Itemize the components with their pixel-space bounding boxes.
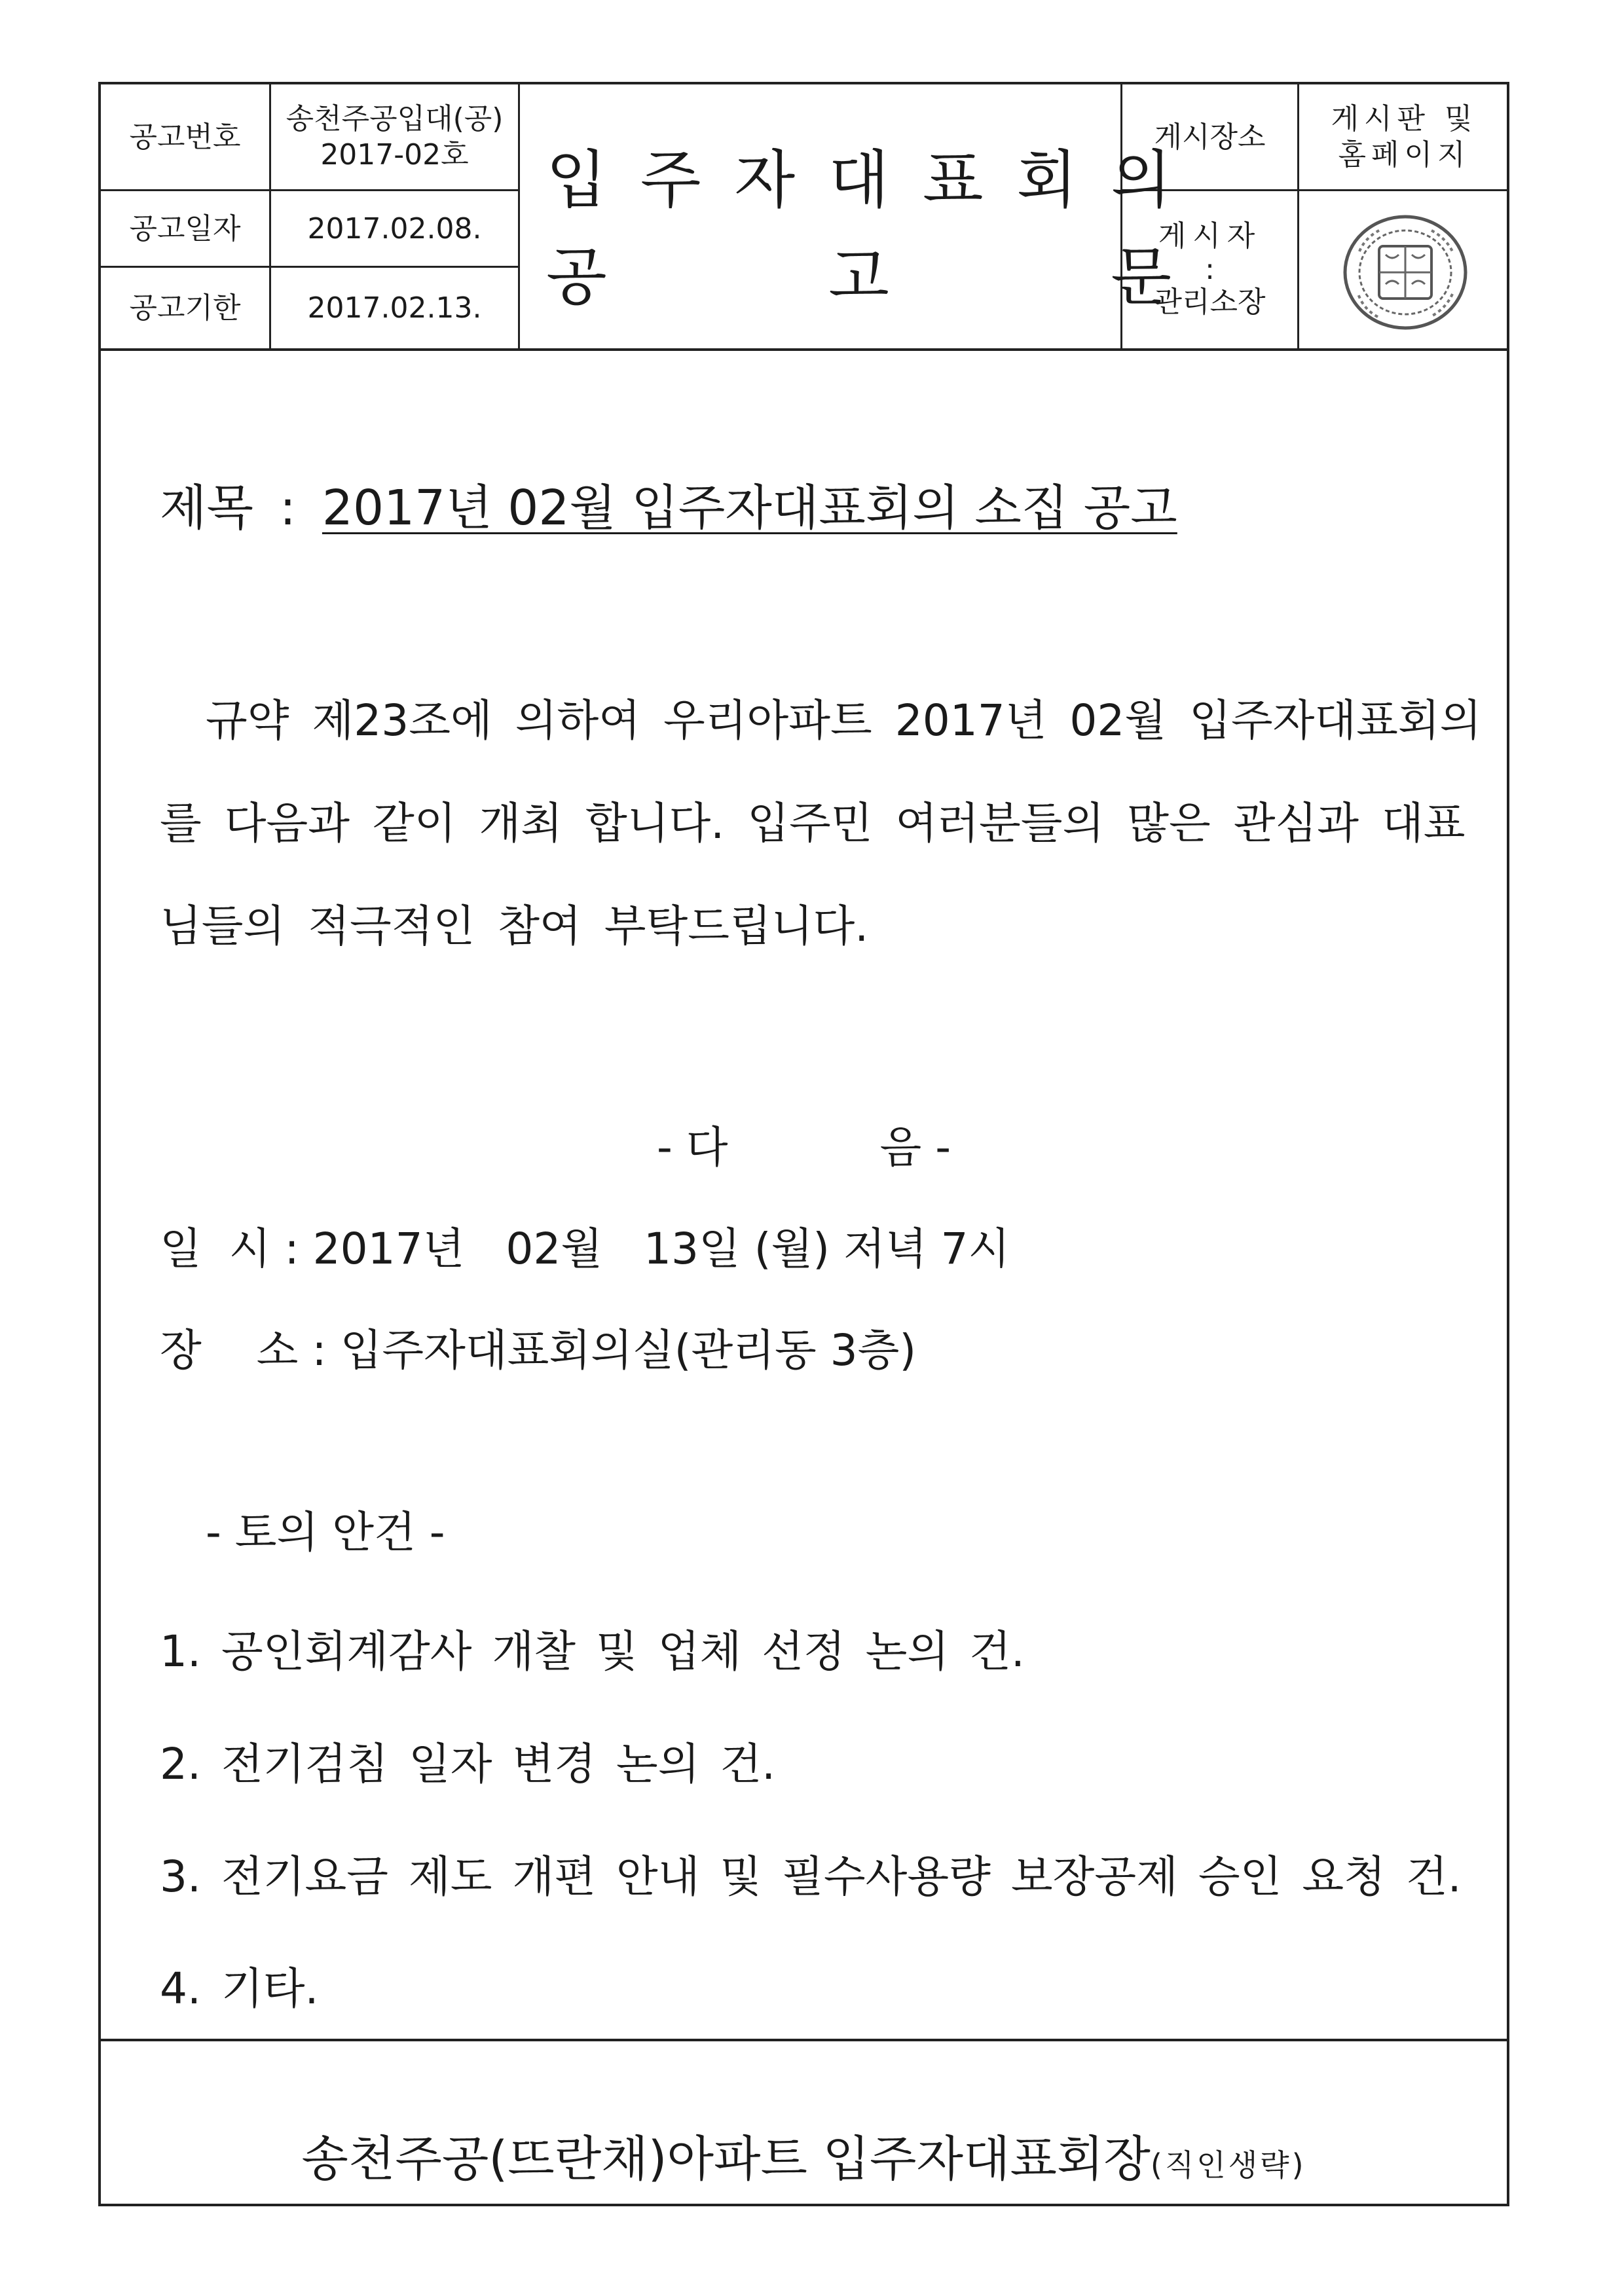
datetime-value: 2017년 02월 13일 (월) 저녁 7시 [312, 1224, 1010, 1274]
agenda-item: 2. 전기검침 일자 변경 논의 건. [160, 1739, 776, 1789]
agenda-item: 3. 전기요금 제도 개편 안내 및 필수사용량 보장공제 승인 요청 건. [160, 1851, 1462, 1902]
notice-period-value: 2017.02.13. [307, 291, 482, 325]
notice-no-value [271, 84, 518, 189]
subject-text: 2017년 02월 입주자대표회의 소집 공고 [322, 480, 1177, 536]
body-line-3: 님들의 적극적인 참여 부탁드립니다. [160, 901, 869, 951]
notice-date-label: 공고일자 [129, 211, 241, 246]
title-char: 의 [1111, 143, 1172, 217]
footer-main: 송천주공(뜨란채)아파트 입주자대표회장 [301, 2131, 1151, 2187]
details-heading-right: 음 - [879, 1122, 951, 1173]
notice-header-table [101, 84, 1507, 350]
title-char: 자 [734, 143, 796, 217]
title-char: 입 [546, 143, 607, 217]
poster-label-line1: 게시자 [1158, 219, 1262, 253]
body-line-2: 를 다음과 같이 개최 합니다. 입주민 여러분들의 많은 관심과 대표 [160, 798, 1466, 848]
agenda-item: 1. 공인회계감사 개찰 및 업체 선정 논의 건. [160, 1626, 1025, 1677]
datetime-row [160, 1214, 1010, 1276]
notice-frame [98, 82, 1509, 2206]
subject-colon: : [279, 480, 296, 536]
title-char: 문 [1111, 240, 1172, 314]
notice-no-value-line2: 2017-02호 [320, 138, 469, 172]
posting-place-label: 게시장소 [1154, 120, 1266, 154]
agenda-item: 4. 기타. [160, 1963, 319, 2014]
title-line-2 [546, 227, 1172, 317]
notice-date-value: 2017.02.08. [307, 211, 482, 246]
posting-place-line1: 게시판 및 [1331, 102, 1478, 136]
title-char: 주 [640, 143, 701, 217]
footer-divider [101, 2039, 1507, 2041]
title-char: 회 [1016, 143, 1078, 217]
notice-no-label: 공고번호 [129, 120, 241, 154]
subject-label: 제목 [160, 480, 253, 536]
details-heading [101, 1112, 1507, 1175]
place-label: 장 소 : [160, 1325, 327, 1376]
title-char: 공 [546, 240, 607, 314]
document-title [520, 84, 1198, 350]
title-char: 표 [922, 143, 984, 217]
title-line-1 [546, 130, 1172, 220]
title-char: 대 [828, 143, 889, 217]
official-seal-icon [1340, 212, 1471, 333]
subject-line [160, 469, 1177, 539]
place-value: 입주자대표회의실(관리동 3층) [340, 1325, 917, 1376]
poster-label [1122, 191, 1297, 348]
notice-period-label: 공고기한 [129, 291, 241, 325]
agenda-title: - 토의 안건 - [206, 1507, 445, 1558]
posting-place-line2: 홈페이지 [1338, 138, 1471, 172]
posting-place-value [1299, 84, 1509, 189]
footer-signature [101, 2121, 1507, 2190]
poster-label-line2: : [1205, 252, 1215, 286]
poster-label-line3: 관리소장 [1154, 285, 1266, 319]
footer-note: (직인생략) [1150, 2147, 1306, 2183]
place-row [160, 1315, 916, 1377]
details-heading-left: - 다 [656, 1122, 728, 1173]
datetime-label: 일 시 : [160, 1224, 299, 1274]
body-line-1: 규약 제23조에 의하여 우리아파트 2017년 02월 입주자대표회의 [206, 695, 1482, 746]
title-char: 고 [828, 240, 889, 314]
notice-no-value-line1: 송천주공입대(공) [286, 102, 504, 136]
